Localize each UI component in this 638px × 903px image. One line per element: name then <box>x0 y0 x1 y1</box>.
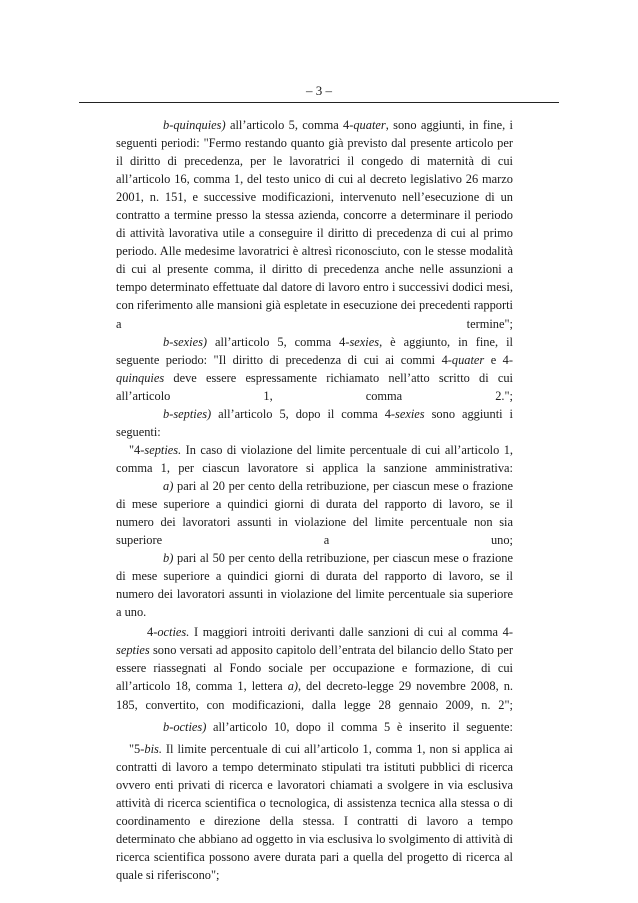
text-run: I maggiori introiti derivanti dalle sanzioni di cui al comma 4- <box>189 625 513 640</box>
italic-text-run: octies. <box>157 625 190 640</box>
text-run: sono aggiunti i seguenti: <box>116 406 513 439</box>
italic-text-run: septies. <box>144 442 182 457</box>
italic-text-run: septies <box>116 643 150 658</box>
paragraph-5-bis <box>116 740 513 884</box>
italic-text-run: bis. <box>144 741 162 756</box>
text-run: 4- <box>147 625 158 640</box>
header-rule <box>79 102 559 103</box>
text-run: "5- <box>129 741 145 756</box>
document-body <box>116 116 513 884</box>
text-run: deve essere espressamente richiamato nell’atto scritto di cui all’articolo 1, comma 2."; <box>116 370 513 403</box>
italic-text-run: b-septies) <box>163 406 212 421</box>
text-run: e 4- <box>484 352 513 367</box>
text-run: Il limite percentuale di cui all’articolo 1, comma 1, non si applica ai contratti di lavoro a tempo determinato stipulati tra istituti pubblici di ricerca ovvero enti privati di ricerca e lavoratori chiamati a svolgere in via esclusiva attività di ricerca scientifica o tecnologica, di assistenza tecnica alla stessa o di coordinamento e direzione della stessa. I contratti di lavoro a tempo determinato che abbiano ad oggetto in via esclusiva lo svolgimento di attività di ricerca scientifica possono avere durata pari a quella del progetto di ricerca al quale si riferiscono"; <box>116 741 513 882</box>
paragraph-b-quinquies <box>116 116 513 333</box>
text-run: , è aggiunto, in fine, il seguente periodo: "Il diritto di precedenza di cui ai commi 4- <box>116 334 513 367</box>
text-run: sono versati ad apposito capitolo dell’entrata del bilancio dello Stato per essere riassegnati al Fondo sociale per occupazione e formazione, di cui all’articolo 18, comma 1, lettera <box>116 643 513 694</box>
italic-text-run: sexies <box>349 334 380 349</box>
text-run: all’articolo 10, dopo il comma 5 è inserito il seguente: <box>206 719 513 734</box>
italic-text-run: quinquies <box>116 370 165 385</box>
text-run: all’articolo 5, comma 4- <box>225 118 354 132</box>
italic-text-run: b-octies) <box>163 719 207 734</box>
italic-text-run: b-quinquies) <box>163 118 226 132</box>
text-run: all’articolo 5, dopo il comma 4- <box>211 406 396 421</box>
paragraph-4-octies <box>116 623 513 713</box>
text-run: all’articolo 5, comma 4- <box>207 334 350 349</box>
italic-text-run: sexies <box>395 406 425 421</box>
italic-text-run: b-sexies) <box>163 334 208 349</box>
paragraph-4-septies <box>116 441 513 477</box>
italic-text-run: quater <box>451 352 485 367</box>
text-run: pari al 50 per cento della retribuzione, per ciascun mese o frazione di mese superiore a quindici giorni di durata del rapporto di lavoro, se il numero dei lavoratori assunti in violazione del limite percentuale sia superiore a uno. <box>116 551 513 620</box>
text-run: , del decreto-legge 29 novembre 2008, n. 185, convertito, con modificazioni, dalla legge 28 gennaio 2009, n. 2"; <box>116 679 513 712</box>
page-number: – 3 – <box>306 83 332 98</box>
italic-text-run: b) <box>163 551 174 566</box>
italic-text-run: quater <box>353 118 386 132</box>
paragraph-b-octies <box>116 718 513 736</box>
italic-text-run: a) <box>163 478 174 493</box>
paragraph-item-a <box>116 477 513 549</box>
italic-text-run: a) <box>287 679 299 694</box>
paragraph-b-sexies <box>116 333 513 405</box>
text-run: "4- <box>129 442 145 457</box>
paragraph-item-b <box>116 549 513 621</box>
text-run: In caso di violazione del limite percentuale di cui all’articolo 1, comma 1, per ciascun lavoratore si applica la sanzione amministrativa: <box>116 442 513 475</box>
paragraph-b-septies <box>116 405 513 441</box>
text-run: , sono aggiunti, in fine, i seguenti periodi: "Fermo restando quanto già previsto dal presente articolo per il diritto di precedenza, per le lavoratrici il congedo di maternità di cui all’articolo 16, comma 1, del testo unico di cui al decreto legislativo 26 marzo 2001, n. 151, e successive modificazioni, intervenuto nell’esecuzione di un contratto a termine presso la stessa azienda, concorre a determinare il periodo di attività lavorativa utile a conseguire il diritto di precedenza di cui al primo periodo. Alle medesime lavoratrici è altresì riconosciuto, con le stesse modalità di cui al presente comma, il diritto di precedenza anche nelle assunzioni a tempo determinato effettuate dal datore di lavoro entro i successivi dodici mesi, con riferimento alle mansioni già espletate in esecuzione dei precedenti rapporti a termine"; <box>116 118 513 331</box>
text-run: pari al 20 per cento della retribuzione, per ciascun mese o frazione di mese superiore a quindici giorni di durata del rapporto di lavoro, se il numero dei lavoratori assunti in violazione del limite percentuale non sia superiore a uno; <box>116 478 513 548</box>
